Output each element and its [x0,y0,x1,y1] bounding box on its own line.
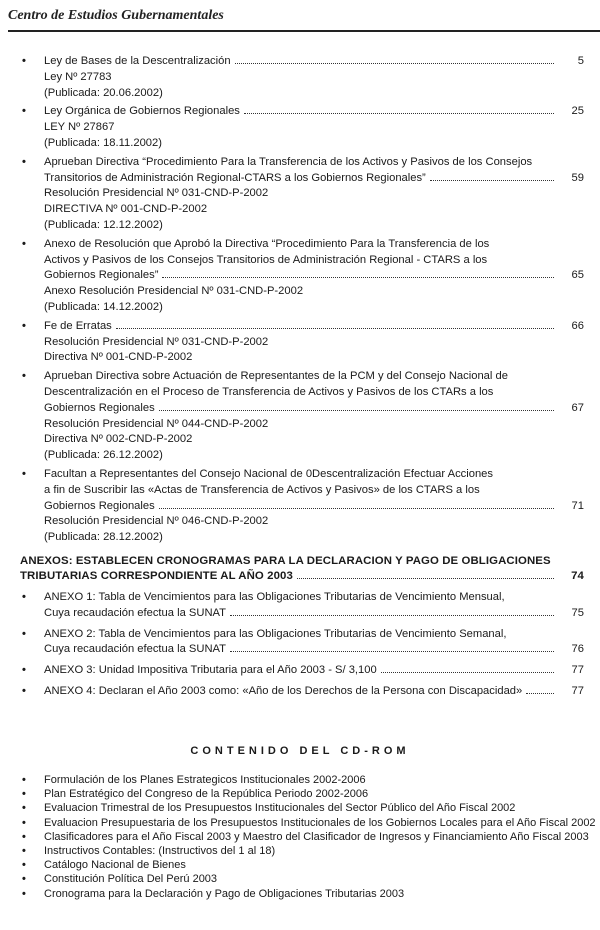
page-number: 25 [571,105,584,118]
annex-item-line: ANEXO 1: Tabla de Vencimientos para las Obligaciones Tributarias de Vencimiento Mensual, [44,590,505,603]
bullet-icon: • [22,887,26,900]
leader-dots [230,614,554,616]
annex-heading-text: TRIBUTARIAS CORRESPONDIENTE AL AÑO 2003 [20,569,293,582]
toc-entry-line: Resolución Presidencial Nº 044-CND-P-2002 [44,417,269,430]
cdrom-item [20,816,600,830]
toc-entry-title[interactable] [44,401,584,417]
toc-entry [20,104,584,151]
leader-dots [162,276,554,278]
cdrom-item [20,787,600,801]
page-number: 76 [571,643,584,656]
page-number: 5 [577,55,584,67]
annex-item-text: ANEXO 4: Declaran el Año 2003 como: «Año de los Derechos de la Persona con Discapacidad» [44,684,523,697]
toc-entry-line: Resolución Presidencial Nº 046-CND-P-2002 [44,515,269,528]
annex-item-title[interactable] [44,663,584,679]
bullet-icon: • [22,664,26,677]
toc-entry-line: Resolución Presidencial Nº 031-CND-P-2002 [44,335,269,348]
table-of-contents [20,54,584,705]
bullet-icon: • [22,684,26,697]
page-number: 75 [571,606,584,619]
bullet-icon: • [22,467,26,480]
toc-entry [20,467,584,546]
leader-dots [430,179,554,181]
page-number: 66 [571,319,584,332]
annex-item [20,684,584,700]
annex-heading [20,554,584,584]
cdrom-item [20,830,600,844]
annex-item-title[interactable] [44,606,584,622]
toc-entry-line: Descentralización en el Proceso de Transferencia de Activos y Pasivos de los CTARs a los [44,385,494,398]
toc-entry-line: (Publicada: 18.11.2002) [44,136,162,149]
bullet-icon: • [22,873,26,886]
cdrom-item-text: Instructivos Contables: (Instructivos del 1 al 18) [44,845,276,858]
toc-entry [20,319,584,366]
toc-entry-line: Anexo Resolución Presidencial Nº 031-CND-P-2002 [44,285,304,298]
toc-entry-title[interactable] [44,499,584,515]
cdrom-list [20,773,600,901]
header-title: Centro de Estudios Gubernamentales [8,8,224,23]
toc-entry-title[interactable] [44,54,584,70]
bullet-icon: • [22,859,26,872]
bullet-icon: • [22,155,26,168]
cdrom-item-text: Catálogo Nacional de Bienes [44,859,186,872]
toc-entry-line: Aprueban Directiva “Procedimiento Para la Transferencia de los Activos y Pasivos de los Consejos [44,155,533,168]
header-rule [8,30,600,32]
annex-item-title[interactable] [44,642,584,658]
bullet-icon: • [22,788,26,801]
annex-item-text: Cuya recaudación efectua la SUNAT [44,606,226,619]
toc-entry-line: (Publicada: 12.12.2002) [44,218,163,231]
leader-dots [297,577,554,579]
leader-dots [244,112,554,114]
leader-dots [526,692,554,694]
toc-entry [20,155,584,234]
toc-entry-line: Activos y Pasivos de los Consejos Transitorios de Administración Regional - CTARS a los [44,253,488,266]
leader-dots [159,507,554,509]
toc-entry-line: (Publicada: 26.12.2002) [44,449,163,462]
toc-entry-line: LEY Nº 27867 [44,121,115,134]
annex-item [20,663,584,679]
annex-item-text: Cuya recaudación efectua la SUNAT [44,643,226,656]
toc-entry-text: Gobiernos Regionales” [44,269,159,282]
cdrom-item-text: Cronograma para la Declaración y Pago de Obligaciones Tributarias 2003 [44,887,405,900]
cdrom-item-text: Formulación de los Planes Estrategicos Institucionales 2002-2006 [44,774,366,786]
annex-item-line: ANEXO 2: Tabla de Vencimientos para las Obligaciones Tributarias de Vencimiento Semanal, [44,627,507,640]
bullet-icon: • [22,55,26,67]
toc-entry-line: Directiva Nº 002-CND-P-2002 [44,433,193,446]
cdrom-item [20,773,600,787]
bullet-icon: • [22,590,26,603]
toc-entry-line: a fin de Suscribir las «Actas de Transferencia de Activos y Pasivos» de los CTARS a los [44,483,480,496]
toc-entry-line: (Publicada: 14.12.2002) [44,300,163,313]
page-header [8,6,600,30]
page-number: 65 [571,269,584,282]
page-number: 74 [571,569,584,582]
cdrom-item [20,872,600,886]
annex-item [20,627,584,659]
page-number: 77 [571,664,584,677]
toc-entry-title[interactable] [44,319,584,335]
cdrom-title: CONTENIDO DEL CD-ROM [190,745,410,757]
toc-entry [20,369,584,464]
toc-entry-line: (Publicada: 28.12.2002) [44,531,163,544]
toc-entry-title[interactable] [44,104,584,120]
toc-entry-line: Ley Nº 27783 [44,70,112,83]
toc-entry-text: Gobiernos Regionales [44,499,155,512]
toc-entry-title[interactable] [44,268,584,284]
leader-dots [230,650,554,652]
toc-entry-text: Fe de Erratas [44,319,112,332]
cdrom-item [20,844,600,858]
bullet-icon: • [22,370,26,383]
bullet-icon: • [22,845,26,858]
toc-entry-line: Facultan a Representantes del Consejo Nacional de 0Descentralización Efectuar Acciones [44,467,494,480]
cdrom-item-text: Constitución Política Del Perú 2003 [44,873,218,886]
leader-dots [381,671,554,673]
bullet-icon: • [22,627,26,640]
page-number: 71 [571,499,584,512]
page-number: 67 [571,401,584,414]
cdrom-item-text: Evaluacion Trimestral de los Presupuestos Institucionales del Sector Público del Año Fiscal 2002 [44,802,516,815]
bullet-icon: • [22,105,26,118]
toc-entry-line: Resolución Presidencial Nº 031-CND-P-2002 [44,187,269,200]
cdrom-item-text: Evaluacion Presupuestaria de los Presupuestos Institucionales de los Gobiernos Locales para el Año Fiscal 2002 [44,816,596,829]
annex-heading-line: ANEXOS: ESTABLECEN CRONOGRAMAS PARA LA DECLARACION Y PAGO DE OBLIGACIONES [20,554,551,567]
leader-dots [159,409,554,411]
cdrom-item-text: Clasificadores para el Año Fiscal 2003 y Maestro del Clasificador de Ingresos y Financiamiento Año Fiscal 2003 [44,830,589,843]
cdrom-item [20,858,600,872]
bullet-icon: • [22,774,26,786]
page-number: 59 [571,171,584,184]
toc-entry-text: Gobiernos Regionales [44,401,155,414]
toc-entry [20,54,584,101]
annex-item-title[interactable] [44,684,584,700]
toc-entry-title[interactable] [44,171,584,187]
toc-entry-text: Ley Orgánica de Gobiernos Regionales [44,105,240,118]
page-number: 77 [571,684,584,697]
leader-dots [235,62,554,64]
annex-item [20,590,584,622]
toc-entry-text: Transitorios de Administración Regional-CTARS a los Gobiernos Regionales” [44,171,426,184]
toc-entry-line: Directiva Nº 001-CND-P-2002 [44,351,193,364]
toc-entry [20,237,584,316]
toc-entry-line: Aprueban Directiva sobre Actuación de Representantes de la PCM y del Consejo Nacional de [44,370,508,383]
bullet-icon: • [22,816,26,829]
bullet-icon: • [22,802,26,815]
toc-entry-text: Ley de Bases de la Descentralización [44,55,231,67]
bullet-icon: • [22,237,26,250]
toc-entry-line: DIRECTIVA Nº 001-CND-P-2002 [44,203,208,216]
toc-entry-line: Anexo de Resolución que Aprobó la Directiva “Procedimiento Para la Transferencia de los [44,237,490,250]
cdrom-item [20,801,600,815]
toc-entry-line: (Publicada: 20.06.2002) [44,86,163,99]
cdrom-item-text: Plan Estratégico del Congreso de la República Periodo 2002-2006 [44,788,369,801]
annex-item-text: ANEXO 3: Unidad Impositiva Tributaria para el Año 2003 - S/ 3,100 [44,664,377,677]
bullet-icon: • [22,830,26,843]
cdrom-item [20,887,600,901]
annex-heading-title[interactable] [20,569,584,584]
bullet-icon: • [22,319,26,332]
leader-dots [116,327,554,329]
